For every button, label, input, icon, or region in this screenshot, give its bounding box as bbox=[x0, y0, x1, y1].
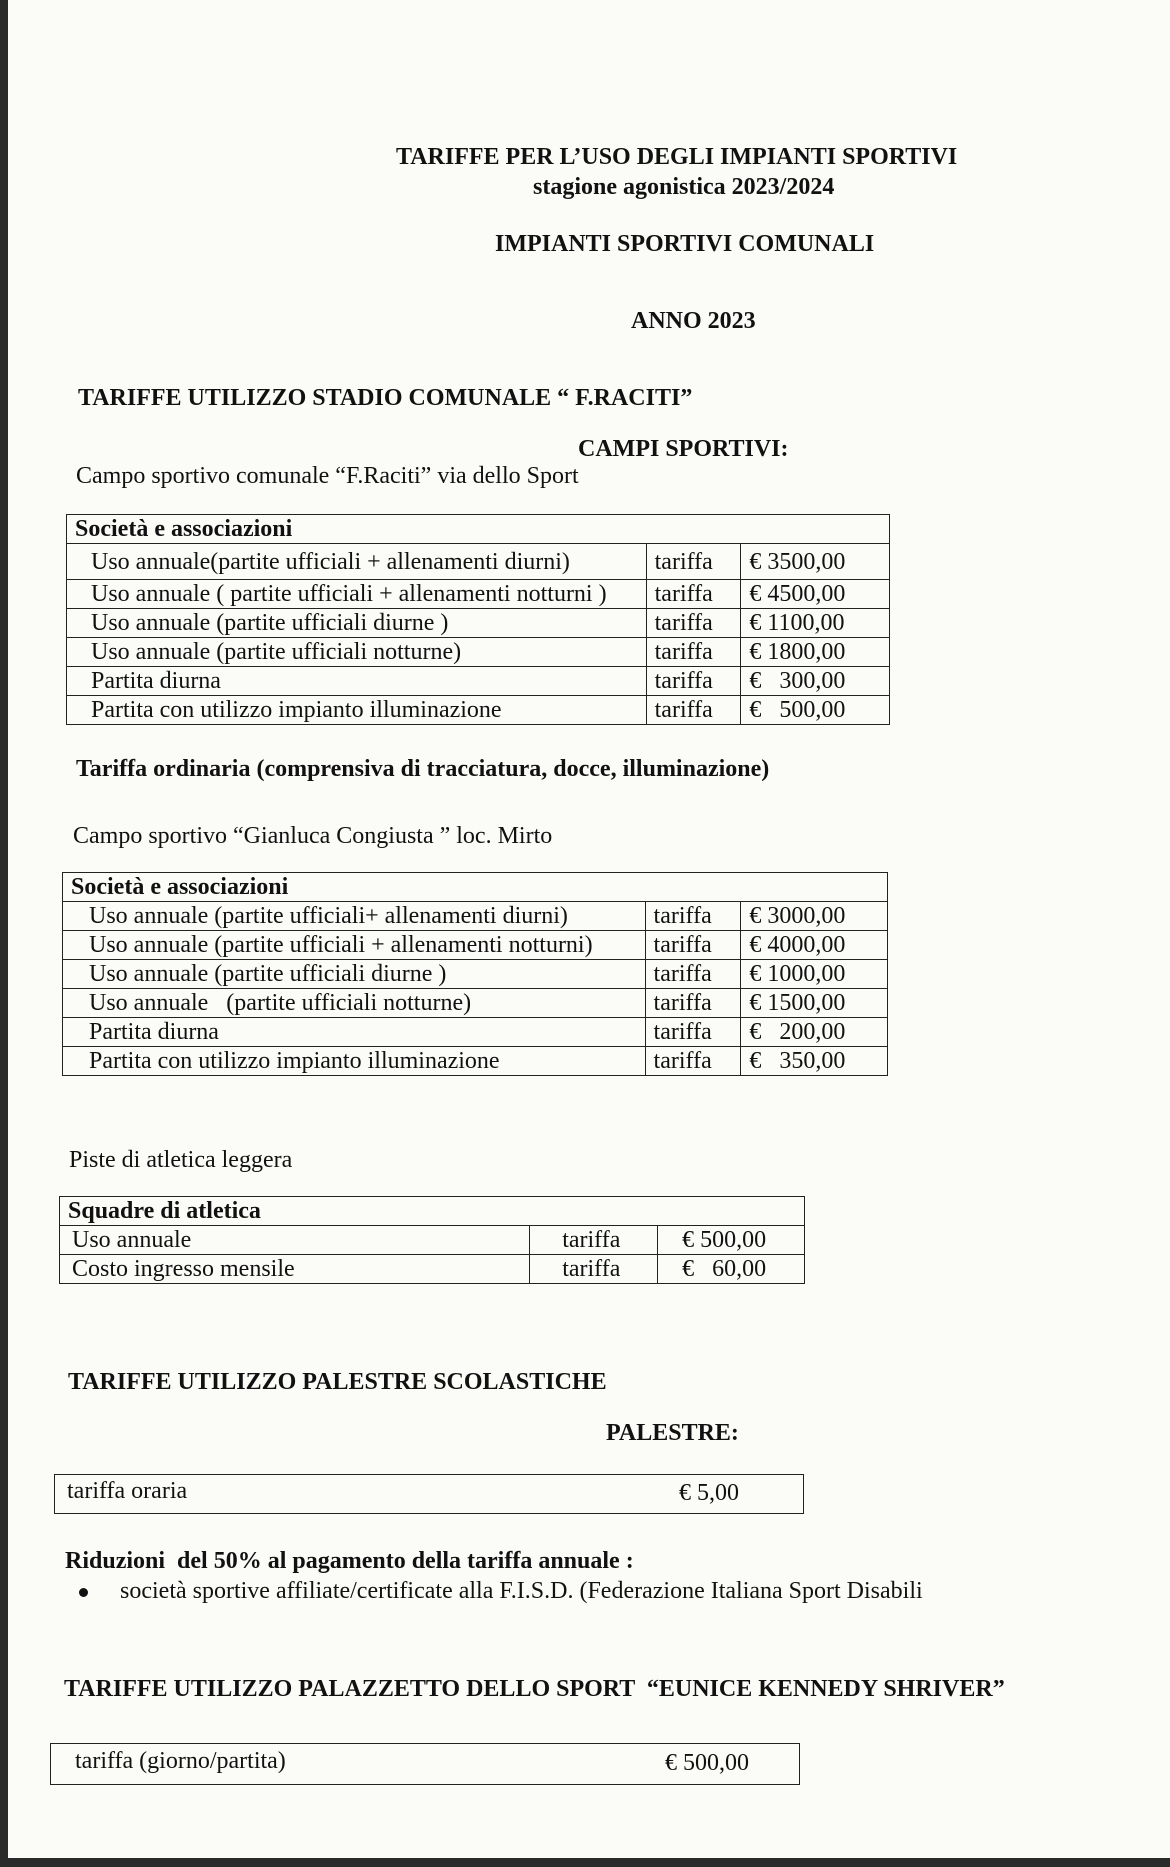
table-row bbox=[67, 638, 890, 667]
palestre-subheading: PALESTRE: bbox=[606, 1420, 739, 1446]
document-title: TARIFFE PER L’USO DEGLI IMPIANTI SPORTIVI bbox=[396, 144, 958, 170]
row-type: tariffa bbox=[645, 989, 741, 1018]
row-desc: Uso annuale ( partite ufficiali + allenamenti notturni ) bbox=[67, 580, 647, 609]
row-price: € 1500,00 bbox=[741, 989, 888, 1018]
palestre-desc: tariffa oraria bbox=[67, 1478, 188, 1504]
reductions-heading: Riduzioni del 50% al pagamento della tariffa annuale : bbox=[65, 1548, 634, 1574]
table-row bbox=[63, 1018, 888, 1047]
row-desc: Costo ingresso mensile bbox=[60, 1255, 530, 1284]
table-row bbox=[63, 960, 888, 989]
row-desc: Partita con utilizzo impianto illuminazione bbox=[63, 1047, 646, 1076]
row-price: € 4000,00 bbox=[741, 931, 888, 960]
row-desc: Uso annuale (partite ufficiali + allenamenti notturni) bbox=[63, 931, 646, 960]
palazzetto-desc: tariffa (giorno/partita) bbox=[75, 1748, 286, 1774]
row-price: € 3000,00 bbox=[741, 902, 888, 931]
campi-subheading: CAMPI SPORTIVI: bbox=[578, 436, 789, 462]
row-desc: Uso annuale (partite ufficiali notturne) bbox=[67, 638, 647, 667]
row-type: tariffa bbox=[646, 609, 741, 638]
row-desc: Partita diurna bbox=[63, 1018, 646, 1047]
palazzetto-price: € 500,00 bbox=[665, 1750, 749, 1776]
row-type: tariffa bbox=[645, 1047, 741, 1076]
row-price: € 1800,00 bbox=[741, 638, 890, 667]
tariffa-note: Tariffa ordinaria (comprensiva di tracciatura, docce, illuminazione) bbox=[76, 756, 770, 782]
row-price: € 4500,00 bbox=[741, 580, 890, 609]
campo2-label: Campo sportivo “Gianluca Congiusta ” loc. Mirto bbox=[73, 823, 553, 849]
row-type: tariffa bbox=[645, 902, 741, 931]
palazzetto-heading: TARIFFE UTILIZZO PALAZZETTO DELLO SPORT “EUNICE KENNEDY SHRIVER” bbox=[64, 1676, 1005, 1702]
year-text: ANNO 2023 bbox=[631, 308, 756, 334]
table-row bbox=[63, 902, 888, 931]
row-type: tariffa bbox=[530, 1255, 658, 1284]
bullet-icon bbox=[79, 1588, 88, 1597]
row-type: tariffa bbox=[530, 1226, 658, 1255]
table-row bbox=[60, 1226, 805, 1255]
table-row bbox=[60, 1255, 805, 1284]
piste-table bbox=[59, 1196, 805, 1284]
table-row bbox=[67, 667, 890, 696]
row-price: € 1000,00 bbox=[741, 960, 888, 989]
table-header: Squadre di atletica bbox=[60, 1197, 805, 1226]
row-price: € 3500,00 bbox=[741, 544, 890, 580]
table-row bbox=[63, 931, 888, 960]
row-type: tariffa bbox=[646, 696, 741, 725]
row-price: € 60,00 bbox=[658, 1255, 805, 1284]
row-desc: Uso annuale (partite ufficiali diurne ) bbox=[67, 609, 647, 638]
row-type: tariffa bbox=[646, 667, 741, 696]
document-subtitle: IMPIANTI SPORTIVI COMUNALI bbox=[495, 231, 875, 257]
table-row bbox=[67, 696, 890, 725]
palestre-price: € 5,00 bbox=[679, 1480, 739, 1506]
campo2-table bbox=[62, 872, 888, 1076]
row-desc: Uso annuale(partite ufficiali + allenamenti diurni) bbox=[67, 544, 647, 580]
season-text: stagione agonistica 2023/2024 bbox=[533, 174, 835, 200]
row-type: tariffa bbox=[646, 544, 741, 580]
palestre-box bbox=[54, 1474, 804, 1514]
row-price: € 500,00 bbox=[658, 1226, 805, 1255]
row-desc: Uso annuale (partite ufficiali notturne) bbox=[63, 989, 646, 1018]
row-type: tariffa bbox=[645, 931, 741, 960]
row-type: tariffa bbox=[646, 638, 741, 667]
row-price: € 300,00 bbox=[741, 667, 890, 696]
campo1-table bbox=[66, 514, 890, 725]
table-row bbox=[63, 989, 888, 1018]
campo1-label: Campo sportivo comunale “F.Raciti” via dello Sport bbox=[76, 463, 579, 489]
row-type: tariffa bbox=[646, 580, 741, 609]
document-page bbox=[8, 0, 1170, 1858]
row-desc: Uso annuale bbox=[60, 1226, 530, 1255]
row-desc: Uso annuale (partite ufficiali diurne ) bbox=[63, 960, 646, 989]
row-type: tariffa bbox=[645, 1018, 741, 1047]
table-row bbox=[67, 609, 890, 638]
row-type: tariffa bbox=[645, 960, 741, 989]
row-desc: Partita con utilizzo impianto illuminazione bbox=[67, 696, 647, 725]
row-desc: Partita diurna bbox=[67, 667, 647, 696]
piste-label: Piste di atletica leggera bbox=[69, 1147, 293, 1173]
table-header: Società e associazioni bbox=[63, 873, 888, 902]
table-row bbox=[63, 1047, 888, 1076]
row-desc: Uso annuale (partite ufficiali+ allenamenti diurni) bbox=[63, 902, 646, 931]
row-price: € 200,00 bbox=[741, 1018, 888, 1047]
table-row bbox=[67, 544, 890, 580]
table-row bbox=[67, 580, 890, 609]
row-price: € 1100,00 bbox=[741, 609, 890, 638]
table-header: Società e associazioni bbox=[67, 515, 890, 544]
palestre-heading: TARIFFE UTILIZZO PALESTRE SCOLASTICHE bbox=[68, 1369, 607, 1395]
palazzetto-box bbox=[50, 1743, 800, 1785]
row-price: € 350,00 bbox=[741, 1047, 888, 1076]
reduction-item: società sportive affiliate/certificate alla F.I.S.D. (Federazione Italiana Sport Disabili bbox=[120, 1578, 923, 1604]
row-price: € 500,00 bbox=[741, 696, 890, 725]
stadio-heading: TARIFFE UTILIZZO STADIO COMUNALE “ F.RACITI” bbox=[78, 385, 693, 411]
